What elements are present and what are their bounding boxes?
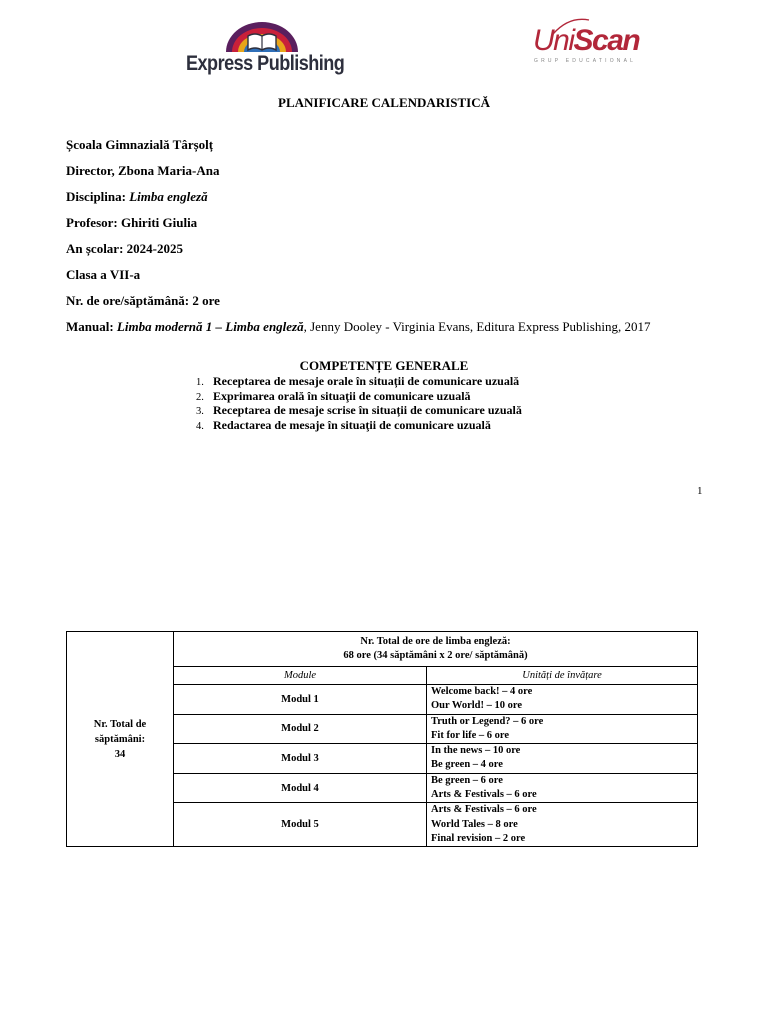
units-cell [427, 803, 698, 847]
discipline-line [66, 189, 208, 205]
competence-text: Exprimarea orală în situaţii de comunicare uzuală [213, 388, 471, 403]
module-cell: Modul 3 [174, 744, 427, 774]
units-cell [427, 685, 698, 715]
unit-item: Truth or Legend? – 6 ore [431, 715, 544, 727]
express-publishing-wordmark: Express Publishing [186, 52, 345, 75]
unit-item: Arts & Festivals – 6 ore [431, 804, 537, 816]
competence-item [196, 389, 522, 404]
competence-text: Redactarea de mesaje în situaţii de comunicare uzuală [213, 417, 491, 432]
uniscan-scan: Scan [573, 24, 640, 57]
units-cell [427, 744, 698, 774]
teacher-line: Profesor: Ghiriti Giulia [66, 215, 198, 230]
unit-item: Our World! – 10 ore [431, 700, 523, 712]
book-logo-icon [224, 22, 300, 52]
uniscan-uni: Uni [533, 24, 574, 57]
school-name: Școala Gimnazială Târșolț [66, 137, 214, 152]
class-line: Clasa a VII-a [66, 267, 141, 282]
unit-item: World Tales – 8 ore [431, 818, 518, 830]
total-hours-line-2: 68 ore (34 săptămâni x 2 ore/ săptămână) [343, 650, 528, 661]
units-cell [427, 714, 698, 744]
total-weeks-label-2: săptămâni: [94, 733, 146, 745]
total-weeks-cell [67, 632, 174, 847]
manual-line [66, 319, 650, 335]
document-title: PLANIFICARE CALENDARISTICĂ [278, 95, 490, 110]
module-cell: Modul 5 [174, 803, 427, 847]
competences-title: COMPETENȚE GENERALE [299, 358, 469, 373]
modules-column-header: Module [174, 667, 427, 685]
competence-text: Receptarea de mesaje scrise în situații de comunicare uzuală [213, 403, 522, 417]
total-weeks-value: 34 [114, 748, 126, 760]
competence-number: 1. [196, 377, 204, 388]
total-weeks-label-1: Nr. Total de [93, 718, 147, 730]
competence-item [196, 374, 522, 389]
director-line: Director, Zbona Maria-Ana [66, 163, 220, 178]
unit-item: In the news – 10 ore [431, 745, 521, 757]
module-cell: Modul 2 [174, 714, 427, 744]
competence-number: 3. [196, 406, 204, 417]
uniscan-logo [533, 18, 655, 68]
competences-list [196, 374, 522, 432]
express-publishing-logo [186, 22, 345, 80]
competence-item [196, 403, 522, 418]
unit-item: Fit for life – 6 ore [431, 729, 510, 741]
units-column-header: Unități de învățare [427, 667, 698, 685]
unit-item: Be green – 6 ore [431, 774, 503, 786]
competence-text: Receptarea de mesaje orale în situații de comunicare uzuală [213, 374, 520, 388]
discipline-label: Disciplina: [66, 189, 130, 204]
unit-item: Arts & Festivals – 6 ore [431, 789, 537, 801]
competence-number: 4. [196, 420, 204, 432]
discipline-value: Limba engleză [129, 189, 208, 204]
module-cell: Modul 1 [174, 685, 427, 715]
table-header-row [67, 632, 698, 667]
competence-number: 2. [196, 391, 204, 403]
unit-item: Be green – 4 ore [431, 759, 503, 771]
manual-details: , Jenny Dooley - Virginia Evans, Editura Express Publishing, 2017 [303, 319, 651, 334]
page-number: 1 [697, 485, 703, 497]
school-year-line: An școlar: 2024-2025 [66, 241, 183, 256]
total-hours-header [174, 632, 698, 667]
module-cell: Modul 4 [174, 773, 427, 803]
competence-item [196, 418, 522, 433]
uniscan-tagline: GRUP EDUCATIONAL [534, 58, 637, 64]
uniscan-wordmark [533, 24, 639, 58]
total-hours-line-1: Nr. Total de ore de limba engleză: [360, 636, 511, 647]
unit-item: Final revision – 2 ore [431, 832, 526, 844]
planning-table [66, 631, 698, 847]
manual-label: Manual: [66, 319, 117, 334]
units-cell [427, 773, 698, 803]
unit-item: Welcome back! – 4 ore [431, 686, 533, 697]
hours-per-week-line: Nr. de ore/săptămână: 2 ore [66, 293, 220, 308]
manual-title: Limba modernă 1 – Limba engleză [116, 319, 304, 334]
